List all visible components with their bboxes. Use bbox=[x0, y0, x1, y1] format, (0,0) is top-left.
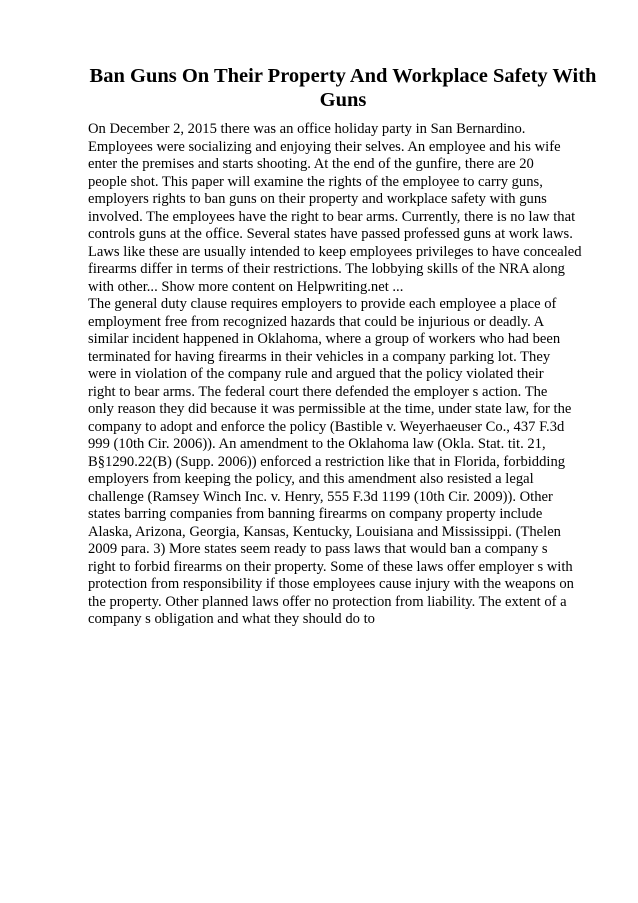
document-title bbox=[88, 64, 598, 112]
text-line: B§1290.22(B) (Supp. 2006)) enforced a restriction like that in Florida, forbidding bbox=[88, 453, 566, 470]
text-line: Laws like these are usually intended to keep employees privileges to have concealed bbox=[88, 243, 582, 260]
text-line: were in violation of the company rule and argued that the policy violated their bbox=[88, 366, 544, 382]
text-line: employment free from recognized hazards that could be injurious or deadly. A bbox=[88, 313, 545, 330]
text-line: terminated for having firearms in their vehicles in a company parking lot. They bbox=[88, 348, 551, 365]
text-line: controls guns at the office. Several states have passed professed guns at work laws. bbox=[88, 226, 573, 242]
text-line: company to adopt and enforce the policy (Bastible v. Weyerhaeuser Co., 437 F.3d bbox=[88, 418, 565, 435]
text-line: protection from responsibility if those employees cause injury with the weapons on bbox=[88, 576, 574, 592]
text-line: The general duty clause requires employers to provide each employee a place of bbox=[88, 296, 557, 312]
text-line: 2009 para. 3) More states seem ready to pass laws that would ban a company s bbox=[88, 541, 548, 557]
text-line: Employees were socializing and enjoying their selves. An employee and his wife bbox=[88, 138, 561, 155]
paragraph-general-duty bbox=[88, 296, 574, 629]
text-line: On December 2, 2015 there was an office holiday party in San Bernardino. bbox=[88, 121, 526, 137]
text-line: enter the premises and starts shooting. At the end of the gunfire, there are 20 bbox=[88, 156, 534, 172]
text-line: the property. Other planned laws offer no protection from liability. The extent of a bbox=[88, 593, 567, 610]
document-body bbox=[88, 121, 582, 629]
text-line: right to bear arms. The federal court there defended the employer s action. The bbox=[88, 383, 548, 400]
text-line: challenge (Ramsey Winch Inc. v. Henry, 555 F.3d 1199 (10th Cir. 2009)). Other bbox=[88, 488, 553, 505]
text-line: states barring companies from banning firearms on company property include bbox=[88, 506, 543, 522]
text-line: 999 (10th Cir. 2006)). An amendment to the Oklahoma law (Okla. Stat. tit. 21, bbox=[88, 436, 546, 452]
title-line: Ban Guns On Their Property And Workplace Safety With bbox=[89, 65, 597, 87]
text-line: firearms differ in terms of their restrictions. The lobbying skills of the NRA along bbox=[88, 261, 565, 277]
text-line: with other... Show more content on Helpwriting.net ... bbox=[88, 278, 404, 295]
text-line: only reason they did because it was permissible at the time, under state law, for the bbox=[88, 401, 572, 417]
text-line: right to forbid firearms on their property. Some of these laws offer employer s with bbox=[88, 558, 573, 575]
title-line: Guns bbox=[319, 89, 367, 111]
text-line: similar incident happened in Oklahoma, where a group of workers who had been bbox=[88, 331, 561, 347]
text-line: employers from keeping the policy, and this amendment also resisted a legal bbox=[88, 471, 534, 487]
text-line: employers rights to ban guns on their property and workplace safety with guns bbox=[88, 191, 547, 207]
text-line: Alaska, Arizona, Georgia, Kansas, Kentucky, Louisiana and Mississippi. (Thelen bbox=[88, 523, 561, 540]
text-line: people shot. This paper will examine the rights of the employee to carry guns, bbox=[88, 173, 543, 190]
text-line: involved. The employees have the right to bear arms. Currently, there is no law that bbox=[88, 208, 576, 225]
text-line: company s obligation and what they should do to bbox=[88, 611, 375, 627]
paragraph-intro bbox=[88, 121, 582, 296]
